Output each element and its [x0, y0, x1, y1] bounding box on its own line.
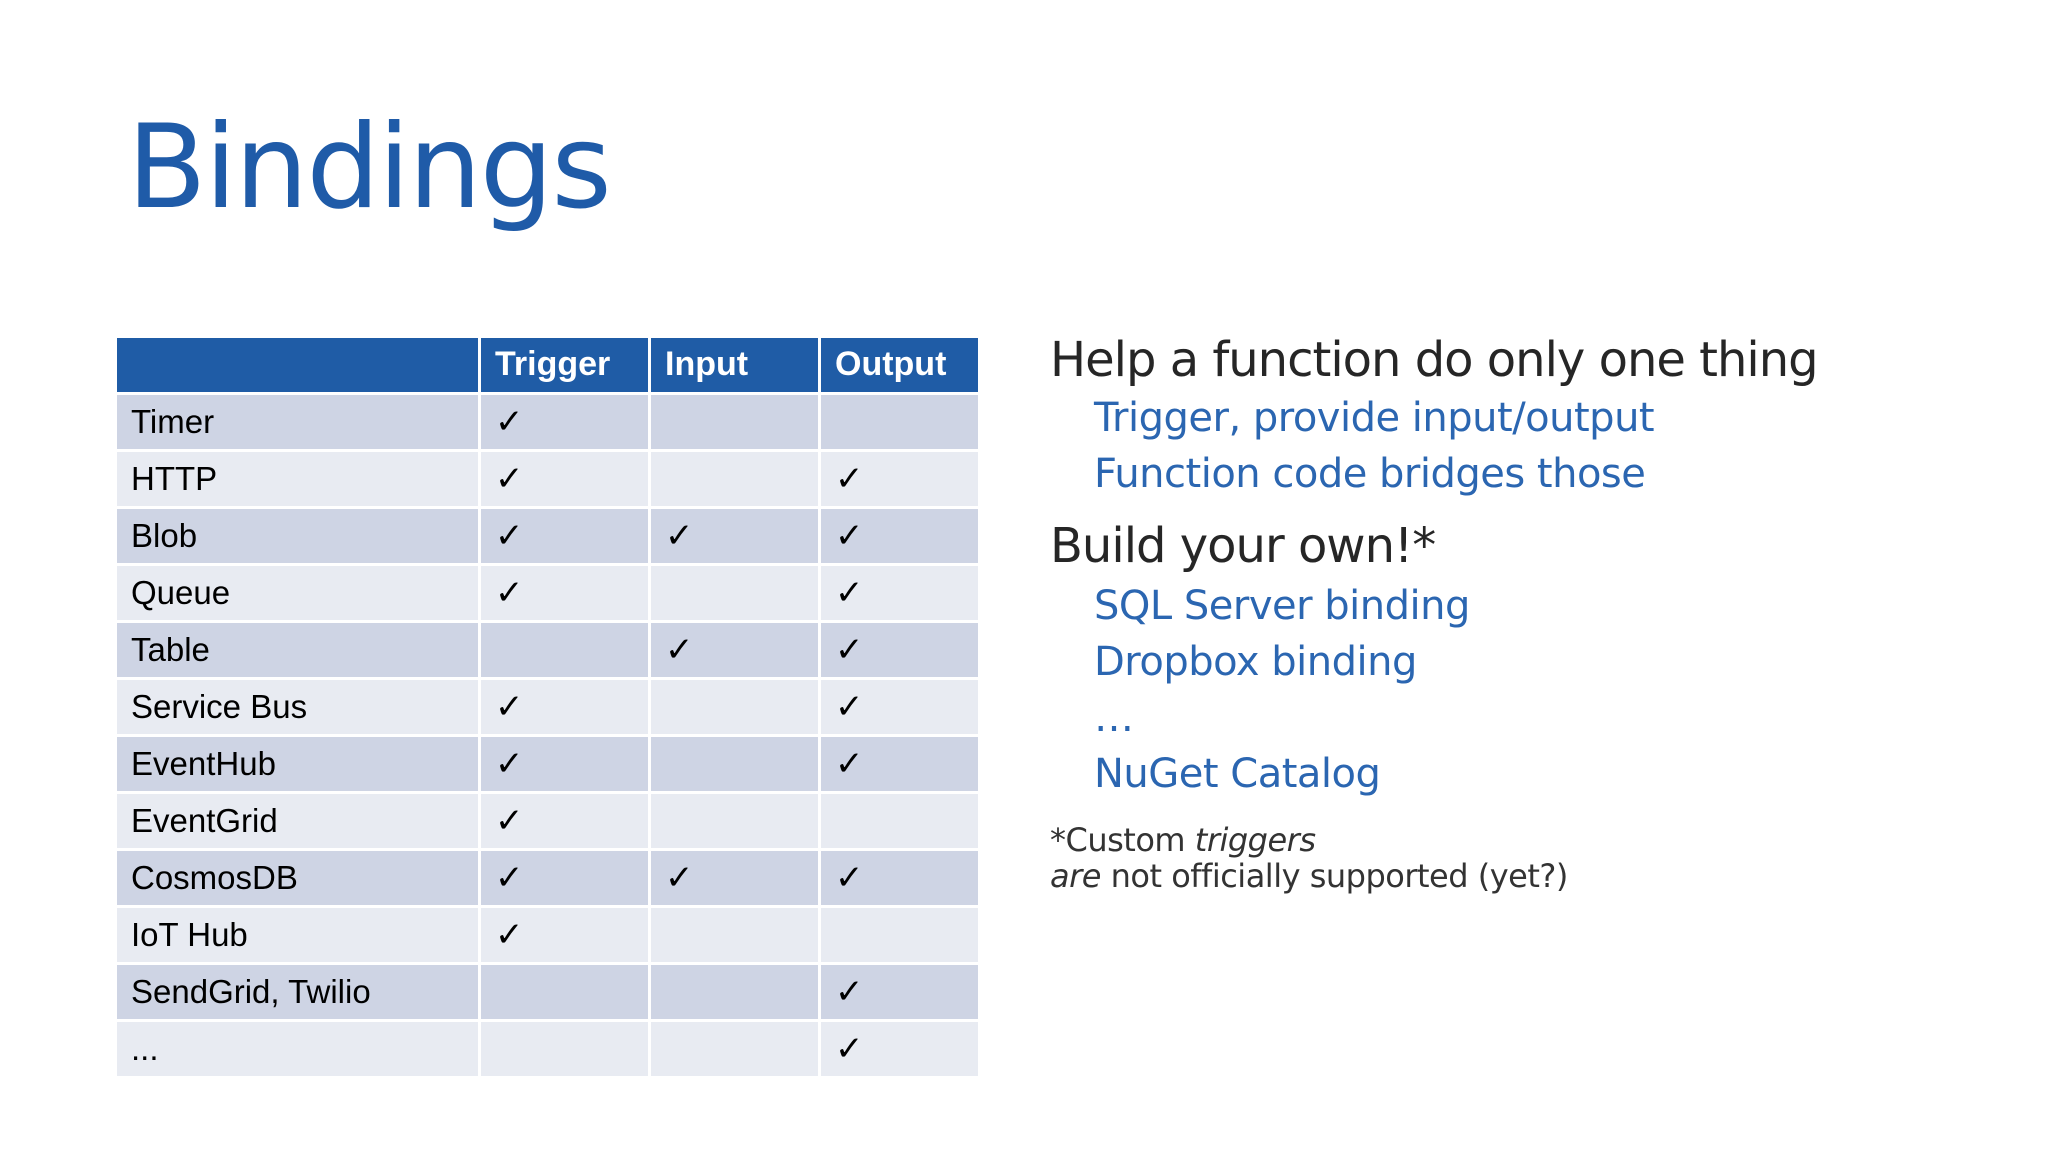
footnote-line-2	[1050, 858, 1818, 894]
bullet-list	[1050, 332, 1818, 895]
table-row	[116, 906, 980, 963]
trigger-check-icon: ✓	[480, 849, 650, 906]
trigger-check-icon	[480, 621, 650, 678]
binding-name: SendGrid, Twilio	[116, 963, 480, 1020]
output-check-icon	[820, 906, 980, 963]
table-row	[116, 963, 980, 1020]
footnote-prefix: *Custom	[1050, 821, 1195, 859]
table-row	[116, 393, 980, 450]
header-binding-name	[116, 338, 480, 393]
trigger-check-icon: ✓	[480, 450, 650, 507]
trigger-check-icon: ✓	[480, 507, 650, 564]
table-row	[116, 564, 980, 621]
input-check-icon: ✓	[650, 507, 820, 564]
binding-name: Queue	[116, 564, 480, 621]
binding-name: ...	[116, 1020, 480, 1077]
bullet-ellipsis: …	[1094, 695, 1134, 741]
input-check-icon: ✓	[650, 621, 820, 678]
binding-name: EventHub	[116, 735, 480, 792]
binding-name: IoT Hub	[116, 906, 480, 963]
input-check-icon	[650, 792, 820, 849]
trigger-check-icon	[480, 963, 650, 1020]
footnote-line-1	[1050, 822, 1818, 858]
binding-name: Blob	[116, 507, 480, 564]
bullet-heading-one-thing: Help a function do only one thing	[1050, 332, 1818, 388]
input-check-icon	[650, 450, 820, 507]
table-row	[116, 735, 980, 792]
input-check-icon	[650, 963, 820, 1020]
binding-name: CosmosDB	[116, 849, 480, 906]
table-row	[116, 450, 980, 507]
output-check-icon: ✓	[820, 678, 980, 735]
table-header-row	[116, 338, 980, 393]
bullet-sql-server: SQL Server binding	[1094, 583, 1470, 629]
trigger-check-icon: ✓	[480, 678, 650, 735]
bullet-dropbox: Dropbox binding	[1094, 639, 1417, 685]
output-check-icon	[820, 792, 980, 849]
input-check-icon	[650, 678, 820, 735]
bullet-trigger-io: Trigger, provide input/output	[1094, 395, 1655, 441]
trigger-check-icon: ✓	[480, 906, 650, 963]
output-check-icon: ✓	[820, 621, 980, 678]
header-input: Input	[650, 338, 820, 393]
table-row	[116, 849, 980, 906]
footnote-italic-triggers: triggers	[1194, 821, 1316, 859]
input-check-icon	[650, 564, 820, 621]
footnote-italic-are: are	[1050, 857, 1101, 895]
table-row	[116, 1020, 980, 1077]
input-check-icon	[650, 735, 820, 792]
table-row	[116, 678, 980, 735]
binding-name: HTTP	[116, 450, 480, 507]
output-check-icon: ✓	[820, 450, 980, 507]
table-row	[116, 507, 980, 564]
trigger-check-icon: ✓	[480, 735, 650, 792]
output-check-icon: ✓	[820, 849, 980, 906]
bullet-heading-build-own: Build your own!*	[1050, 518, 1436, 574]
trigger-check-icon: ✓	[480, 792, 650, 849]
bullet-function-code: Function code bridges those	[1094, 451, 1646, 497]
bindings-table	[114, 338, 981, 1079]
trigger-check-icon: ✓	[480, 393, 650, 450]
slide-title: Bindings	[127, 100, 610, 235]
output-check-icon	[820, 393, 980, 450]
binding-name: Service Bus	[116, 678, 480, 735]
output-check-icon: ✓	[820, 564, 980, 621]
footnote-rest: not officially supported (yet?)	[1100, 857, 1568, 895]
bullet-nuget-catalog: NuGet Catalog	[1094, 751, 1381, 797]
binding-name: Timer	[116, 393, 480, 450]
input-check-icon	[650, 906, 820, 963]
trigger-check-icon: ✓	[480, 564, 650, 621]
table-row	[116, 621, 980, 678]
output-check-icon: ✓	[820, 507, 980, 564]
output-check-icon: ✓	[820, 963, 980, 1020]
output-check-icon: ✓	[820, 735, 980, 792]
output-check-icon: ✓	[820, 1020, 980, 1077]
binding-name: Table	[116, 621, 480, 678]
footnote	[1050, 822, 1818, 894]
header-trigger: Trigger	[480, 338, 650, 393]
trigger-check-icon	[480, 1020, 650, 1077]
input-check-icon	[650, 393, 820, 450]
input-check-icon: ✓	[650, 849, 820, 906]
binding-name: EventGrid	[116, 792, 480, 849]
table-row	[116, 792, 980, 849]
input-check-icon	[650, 1020, 820, 1077]
header-output: Output	[820, 338, 980, 393]
